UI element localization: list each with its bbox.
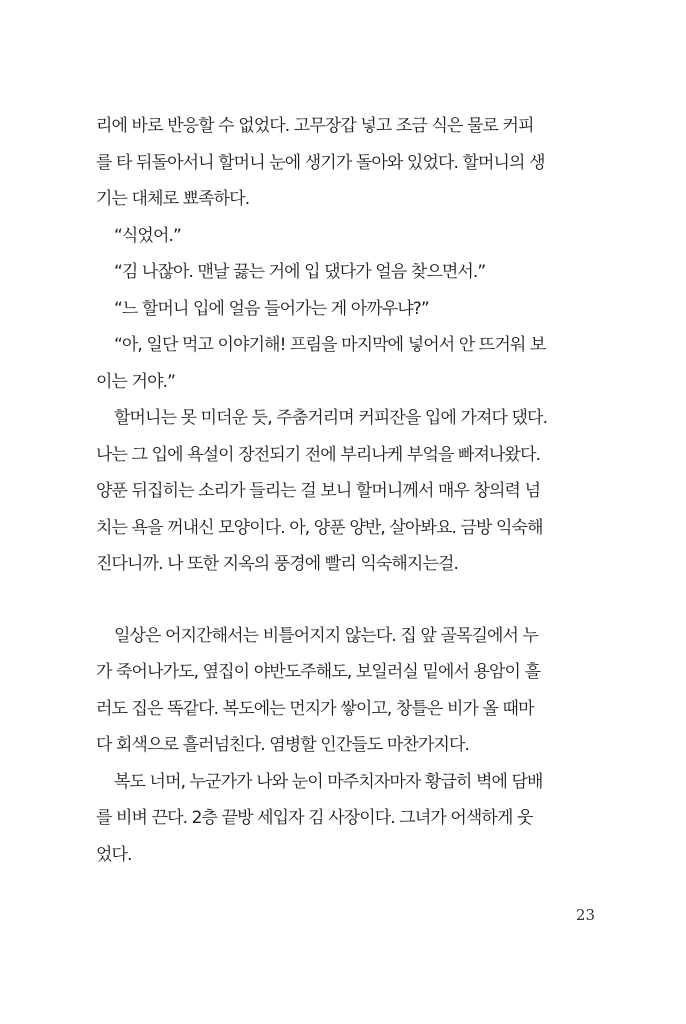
dialogue-line: “아, 일단 먹고 이야기해! 프림을 마지막에 넣어서 안 뜨거워 보 [114,335,546,355]
text-line: 를 비벼 끈다. 2층 끝방 세입자 김 사장이다. 그녀가 어색하게 웃 [96,808,533,828]
text-line: 양푼 뒤집히는 소리가 들리는 걸 보니 할머니께서 매우 창의력 넘 [96,481,541,501]
text-line: 치는 욕을 꺼내신 모양이다. 아, 양푼 양반, 살아봐요. 금방 익숙해 [96,518,543,538]
dialogue-line: “김 나잖아. 맨날 끓는 거에 입 댔다가 얼음 찾으면서.” [114,262,486,282]
text-line: 를 타 뒤돌아서니 할머니 눈에 생기가 돌아와 있었다. 할머니의 생 [96,153,545,173]
text-line: 었다. [96,845,132,865]
text-line: 리에 바로 반응할 수 없었다. 고무장갑 넣고 조금 식은 물로 커피 [96,116,534,136]
text-line: 진다니까. 나 또한 지옥의 풍경에 빨리 익숙해지는걸. [96,554,458,574]
text-line: 이는 거야.” [96,372,176,392]
paragraph-start-line: 할머니는 못 미더운 듯, 주춤거리며 커피잔을 입에 가져다 댔다. [114,408,548,428]
dialogue-line: “느 할머니 입에 얼음 들어가는 게 아까우냐?” [114,299,429,319]
text-line: 나는 그 입에 욕설이 장전되기 전에 부리나케 부엌을 빠져나왔다. [96,445,541,465]
page-number: 23 [575,906,595,924]
text-line: 러도 집은 똑같다. 복도에는 먼지가 쌓이고, 창틀은 비가 올 때마 [96,699,534,719]
text-line: 기는 대체로 뾰족하다. [96,189,250,209]
dialogue-line: “식었어.” [114,226,181,246]
text-line: 가 죽어나가도, 옆집이 야반도주해도, 보일러실 밑에서 용암이 흘 [96,662,541,682]
text-line: 다 회색으로 흘러넘친다. 염병할 인간들도 마찬가지다. [96,735,470,755]
paragraph-start-line: 복도 너머, 누군가가 나와 눈이 마주치자마자 황급히 벽에 담배 [114,772,543,792]
paragraph-start-line: 일상은 어지간해서는 비틀어지지 않는다. 집 앞 골목길에서 누 [114,626,539,646]
